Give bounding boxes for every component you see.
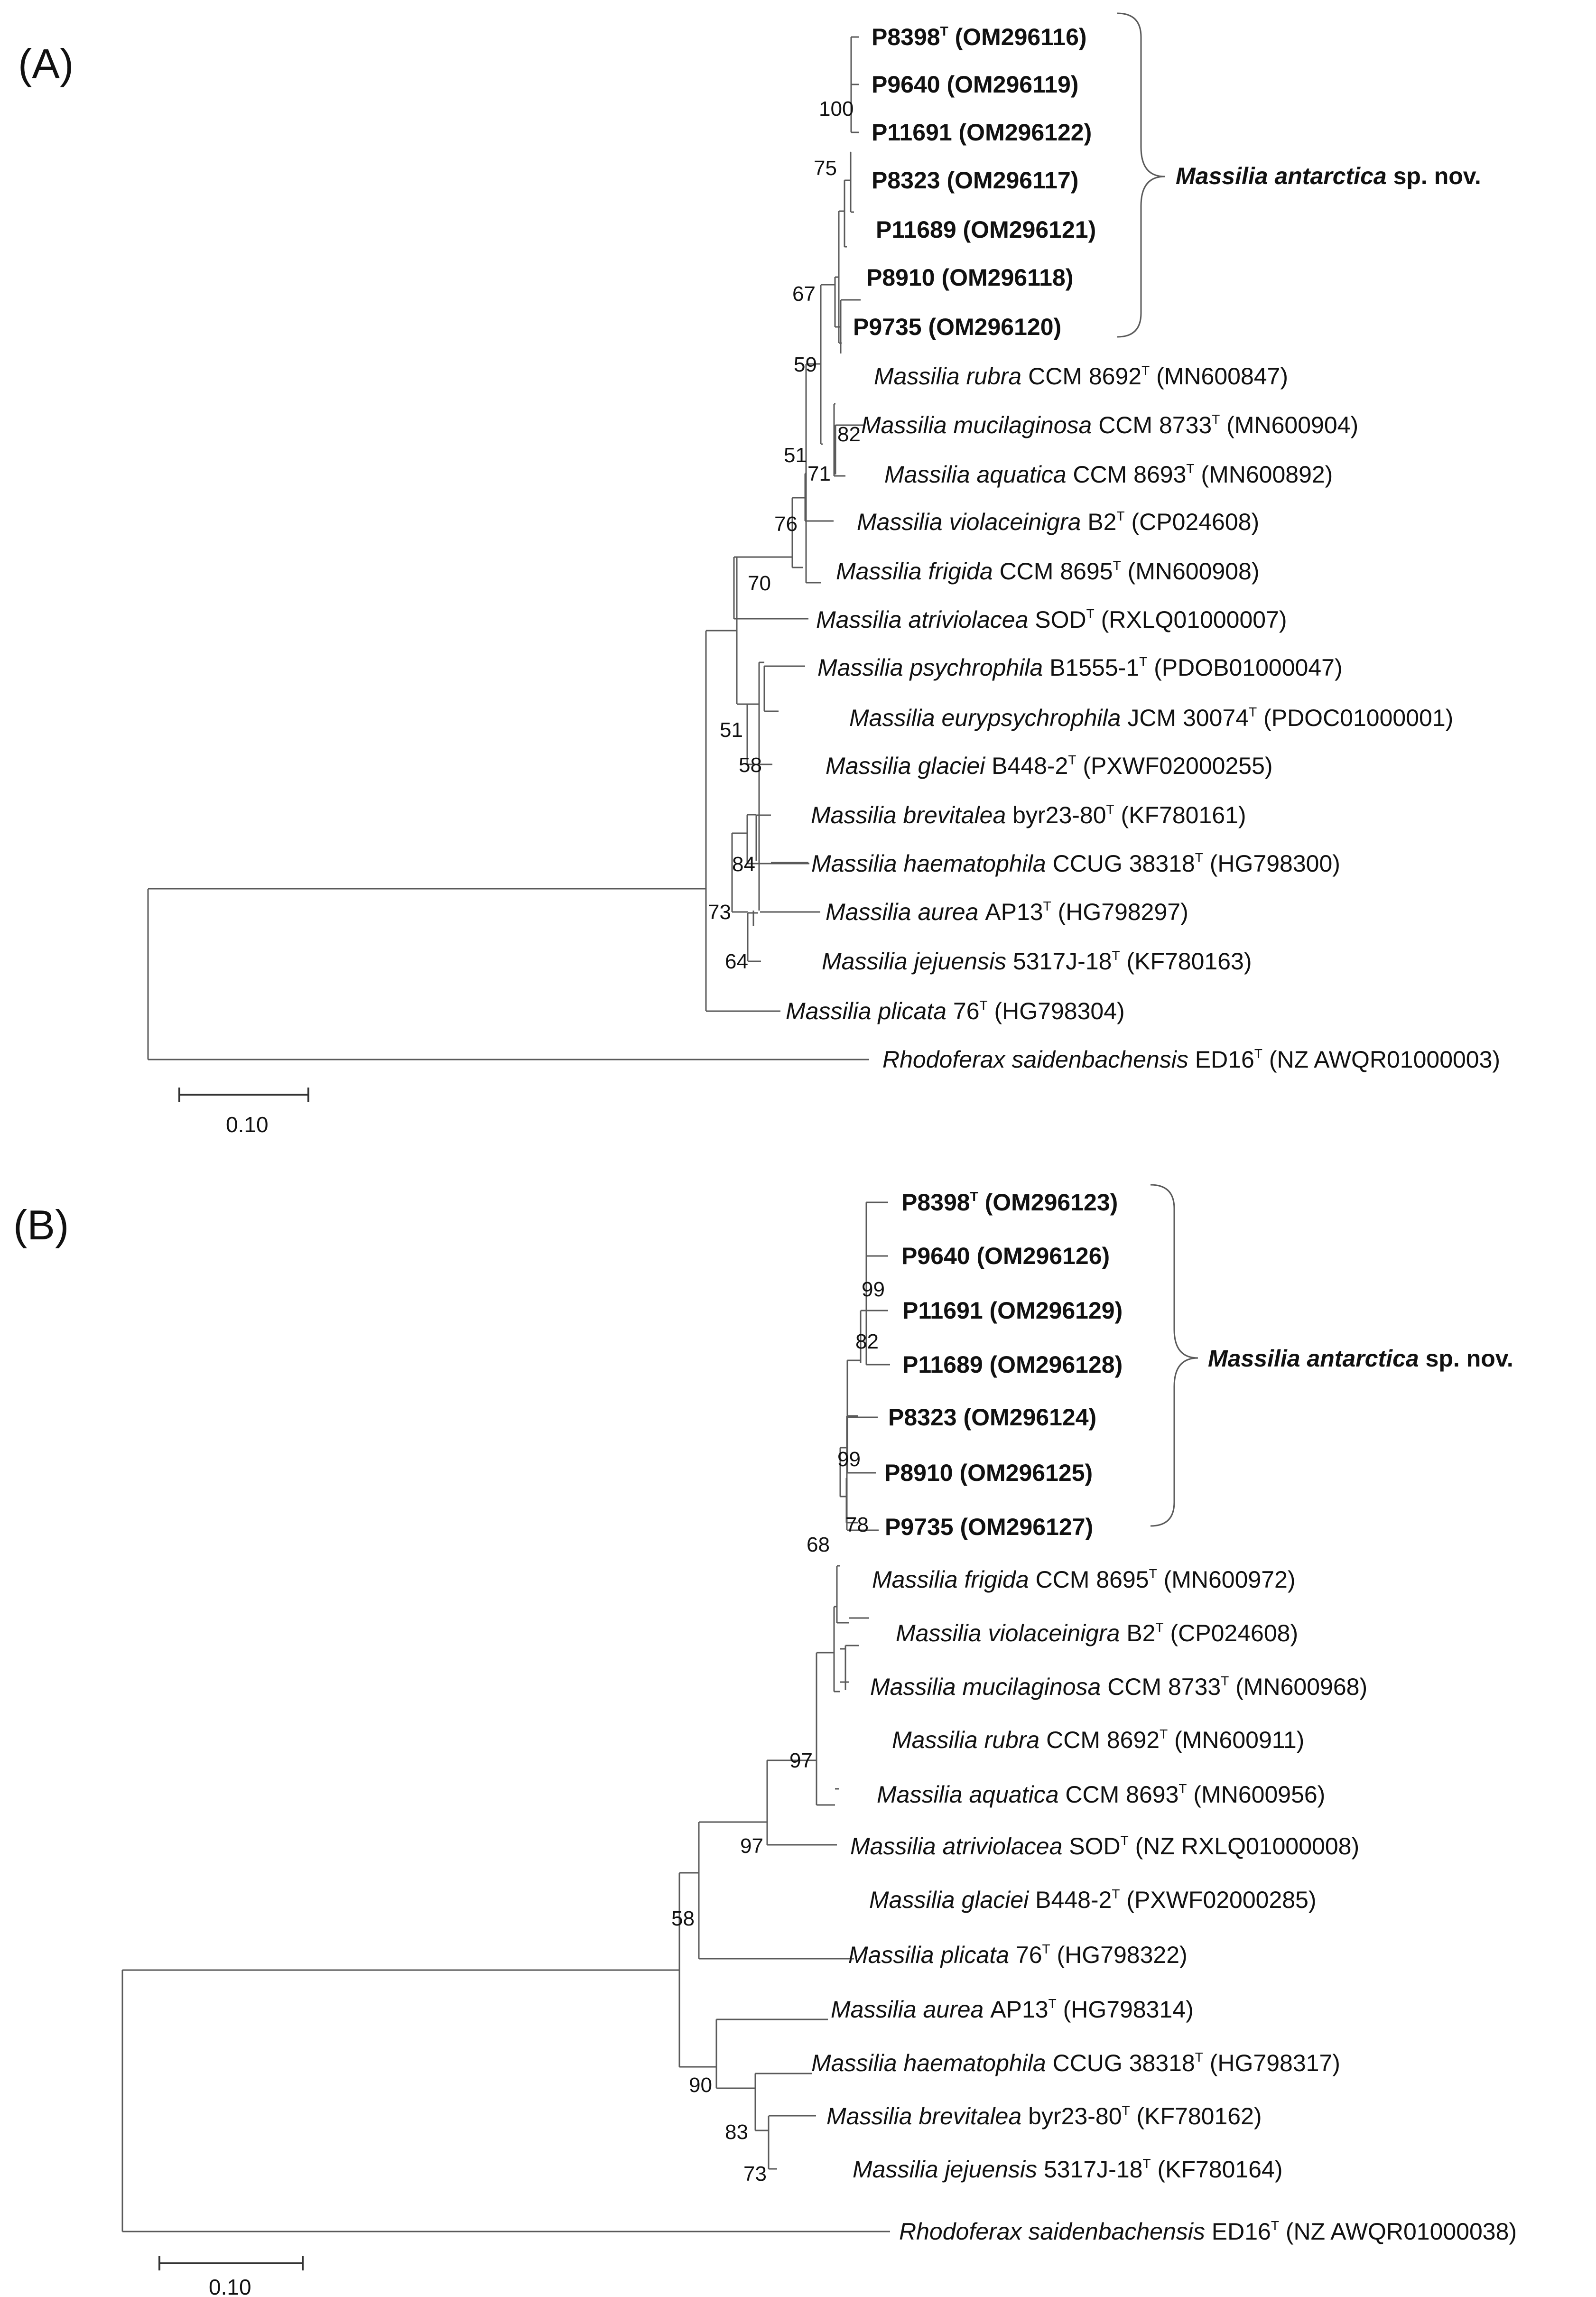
leaf-label: Massilia rubra CCM $8692^T$ (MN600911) (892, 1727, 1305, 1753)
leaf-label: P8910 (OM296118) (866, 264, 1074, 291)
leaf-label: Massilia atriviolacea $SOD^T$ (RXLQ01000007) (816, 606, 1287, 633)
leaf-label: Massilia glaciei $B448-2^T$ (PXWF02000255) (826, 753, 1273, 779)
leaf-label: Rhodoferax saidenbachensis $ED16^T$ (NZ AWQR01000038) (899, 2218, 1517, 2245)
bootstrap-value: 90 (689, 2074, 712, 2097)
bootstrap-value: 51 (720, 718, 743, 742)
bootstrap-value: 97 (789, 1749, 813, 1772)
panel-a-bootstrap-values (708, 97, 861, 973)
scale-bar-label: 0.10 (226, 1112, 269, 1137)
leaf-label: Massilia brevitalea $byr23-80^T$ (KF780161) (811, 802, 1246, 828)
bootstrap-value: 73 (708, 901, 731, 924)
panel-b (13, 1185, 1517, 2297)
bootstrap-value: 84 (732, 853, 755, 876)
clade-label: Massilia antarctica sp. nov. (1208, 1345, 1513, 1372)
panel-b-label: (B) (13, 1201, 69, 1248)
bootstrap-value: 58 (739, 753, 762, 777)
leaf-label: P9640 (OM296119) (872, 71, 1079, 98)
bootstrap-value: 97 (740, 1834, 763, 1858)
bootstrap-value: 99 (862, 1278, 885, 1301)
leaf-label: Massilia aquatica CCM $8693^T$ (MN600892) (884, 461, 1333, 488)
leaf-label: Massilia plicata $76^T$ (HG798304) (786, 998, 1125, 1024)
bootstrap-value: 99 (837, 1448, 861, 1471)
leaf-label: P11691 (OM296122) (872, 119, 1092, 146)
leaf-label: Rhodoferax saidenbachensis $ED16^T$ (NZ AWQR01000003) (882, 1046, 1501, 1073)
leaf-label: Massilia plicata $76^T$ (HG798322) (848, 1942, 1188, 1968)
bootstrap-value: 70 (748, 572, 771, 595)
leaf-label: P8323 (OM296117) (872, 167, 1079, 194)
leaf-label: $P8398^T$ (OM296123) (901, 1189, 1118, 1216)
leaf-label: P9735 (OM296127) (885, 1514, 1094, 1540)
leaf-label: Massilia mucilaginosa CCM $8733^T$ (MN600904) (861, 412, 1359, 438)
leaf-label: P8323 (OM296124) (888, 1404, 1097, 1431)
leaf-label: Massilia violaceinigra $B2^T$ (CP024608) (896, 1620, 1299, 1646)
bootstrap-value: 71 (807, 462, 831, 485)
bootstrap-value: 82 (855, 1330, 879, 1353)
leaf-label: Massilia violaceinigra $B2^T$ (CP024608) (857, 509, 1260, 535)
leaf-label: Massilia jejuensis $5317J-18^T$ (KF780164) (853, 2156, 1283, 2183)
leaf-label: Massilia haematophila CCUG $38318^T$ (HG798317) (811, 2050, 1340, 2076)
leaf-label: Massilia aquatica CCM $8693^T$ (MN600956) (877, 1781, 1326, 1808)
bootstrap-value: 67 (792, 282, 816, 306)
bootstrap-value: 59 (794, 353, 817, 376)
leaf-label: Massilia glaciei $B448-2^T$ (PXWF02000285) (869, 1887, 1317, 1913)
leaf-label: P11689 (OM296121) (876, 216, 1096, 243)
leaf-label: $P8398^T$ (OM296116) (872, 24, 1087, 50)
leaf-label: Massilia jejuensis $5317J-18^T$ (KF780163) (822, 948, 1252, 975)
leaf-label: Massilia brevitalea $byr23-80^T$ (KF780162) (826, 2103, 1262, 2130)
clade-label: Massilia antarctica sp. nov. (1176, 163, 1481, 189)
leaf-label: P11691 (OM296129) (902, 1297, 1123, 1324)
leaf-label: Massilia eurypsychrophila JCM $30074^T$ (PDOC01000001) (849, 705, 1454, 731)
clade-brace (1117, 13, 1165, 337)
panel-a-label: (A) (18, 40, 74, 87)
scale-bar-label: 0.10 (209, 2275, 251, 2297)
bootstrap-value: 58 (671, 1907, 695, 1930)
leaf-label: Massilia psychrophila $B1555-1^T$ (PDOB01000047) (817, 654, 1343, 681)
leaf-label: Massilia aurea $AP13^T$ (HG798314) (831, 1996, 1194, 2023)
clade-brace (1151, 1185, 1198, 1526)
leaf-label: Massilia aurea $AP13^T$ (HG798297) (826, 899, 1188, 925)
bootstrap-value: 73 (743, 2162, 767, 2185)
bootstrap-value: 64 (725, 950, 748, 973)
bootstrap-value: 78 (845, 1513, 869, 1536)
bootstrap-value: 51 (784, 444, 807, 467)
panel-b-branches (122, 1202, 890, 2232)
panel-a (18, 13, 1500, 1137)
leaf-label: Massilia rubra CCM $8692^T$ (MN600847) (874, 363, 1289, 390)
bootstrap-value: 76 (774, 512, 798, 536)
leaf-label: P9735 (OM296120) (853, 314, 1062, 340)
leaf-label: P8910 (OM296125) (884, 1460, 1093, 1486)
leaf-label: Massilia frigida CCM $8695^T$ (MN600908) (836, 558, 1260, 585)
panel-a-scale-bar (179, 1088, 308, 1137)
bootstrap-value: 68 (807, 1533, 830, 1556)
panel-b-scale-bar (159, 2256, 303, 2297)
leaf-label: Massilia haematophila CCUG $38318^T$ (HG798300) (811, 850, 1340, 877)
bootstrap-value: 75 (814, 157, 837, 180)
panel-a-branches (148, 37, 869, 1060)
leaf-label: Massilia frigida CCM $8695^T$ (MN600972) (872, 1566, 1296, 1593)
bootstrap-value: 82 (837, 423, 861, 446)
leaf-label: P11689 (OM296128) (902, 1351, 1123, 1378)
bootstrap-value: 83 (725, 2120, 748, 2144)
leaf-label: Massilia atriviolacea $SOD^T$ (NZ RXLQ01000008) (850, 1833, 1360, 1860)
bootstrap-value: 100 (819, 97, 854, 121)
leaf-label: Massilia mucilaginosa CCM $8733^T$ (MN600968) (870, 1674, 1368, 1700)
leaf-label: P9640 (OM296126) (901, 1243, 1110, 1269)
